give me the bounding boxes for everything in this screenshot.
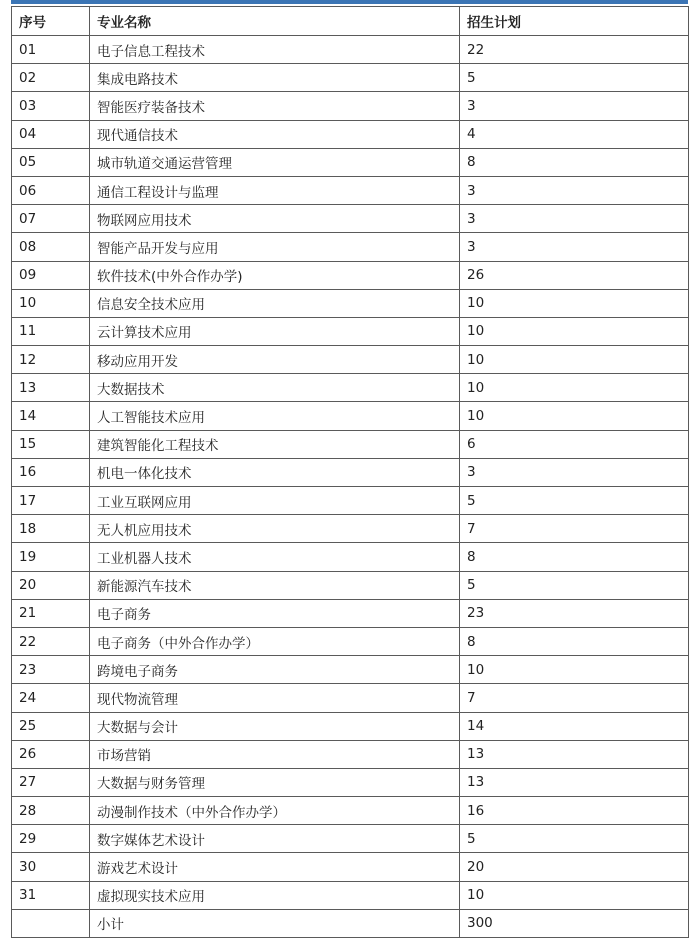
table-row	[12, 430, 689, 458]
table-row	[12, 825, 689, 853]
enrollment-count: 23	[460, 599, 689, 627]
enrollment-count: 3	[460, 92, 689, 120]
table-body	[12, 36, 689, 910]
enrollment-count: 20	[460, 853, 689, 881]
table-row	[12, 92, 689, 120]
enrollment-count: 5	[460, 825, 689, 853]
table-row	[12, 797, 689, 825]
major-name: 人工智能技术应用	[90, 402, 460, 430]
major-name: 游戏艺术设计	[90, 853, 460, 881]
subtotal-row	[12, 909, 689, 937]
enrollment-count: 5	[460, 487, 689, 515]
major-name: 智能产品开发与应用	[90, 233, 460, 261]
row-index: 11	[12, 317, 90, 345]
enrollment-count: 10	[460, 402, 689, 430]
major-name: 工业机器人技术	[90, 543, 460, 571]
row-index: 13	[12, 374, 90, 402]
row-index: 04	[12, 120, 90, 148]
row-index: 09	[12, 261, 90, 289]
header-major-name: 专业名称	[90, 7, 460, 36]
row-index: 26	[12, 740, 90, 768]
major-name: 大数据与财务管理	[90, 768, 460, 796]
enrollment-count: 10	[460, 881, 689, 909]
enrollment-count: 3	[460, 205, 689, 233]
row-index: 28	[12, 797, 90, 825]
row-index: 23	[12, 656, 90, 684]
table-row	[12, 571, 689, 599]
enrollment-count: 4	[460, 120, 689, 148]
enrollment-count: 3	[460, 176, 689, 204]
table-row	[12, 768, 689, 796]
enrollment-count: 7	[460, 684, 689, 712]
major-name: 动漫制作技术（中外合作办学）	[90, 797, 460, 825]
subtotal-value: 300	[460, 909, 689, 937]
enrollment-count: 5	[460, 571, 689, 599]
table-row	[12, 881, 689, 909]
enrollment-count: 16	[460, 797, 689, 825]
major-name: 工业互联网应用	[90, 487, 460, 515]
major-name: 电子商务	[90, 599, 460, 627]
table-row	[12, 599, 689, 627]
enrollment-count: 7	[460, 515, 689, 543]
subtotal-label: 小计	[90, 909, 460, 937]
major-name: 电子信息工程技术	[90, 36, 460, 64]
table-row	[12, 853, 689, 881]
major-name: 移动应用开发	[90, 346, 460, 374]
row-index: 10	[12, 289, 90, 317]
subtotal-index-cell	[12, 909, 90, 937]
major-name: 机电一体化技术	[90, 458, 460, 486]
row-index: 15	[12, 430, 90, 458]
table-row	[12, 458, 689, 486]
major-name: 城市轨道交通运营管理	[90, 148, 460, 176]
enrollment-count: 10	[460, 346, 689, 374]
row-index: 20	[12, 571, 90, 599]
major-name: 集成电路技术	[90, 64, 460, 92]
table-row	[12, 515, 689, 543]
major-name: 电子商务（中外合作办学）	[90, 627, 460, 655]
row-index: 02	[12, 64, 90, 92]
table-row	[12, 233, 689, 261]
enrollment-count: 22	[460, 36, 689, 64]
row-index: 07	[12, 205, 90, 233]
enrollment-count: 8	[460, 543, 689, 571]
table-row	[12, 402, 689, 430]
enrollment-plan-table	[11, 6, 689, 938]
major-name: 通信工程设计与监理	[90, 176, 460, 204]
table-row	[12, 712, 689, 740]
table-row	[12, 656, 689, 684]
row-index: 27	[12, 768, 90, 796]
major-name: 智能医疗装备技术	[90, 92, 460, 120]
enrollment-count: 8	[460, 148, 689, 176]
table-row	[12, 64, 689, 92]
major-name: 无人机应用技术	[90, 515, 460, 543]
major-name: 数字媒体艺术设计	[90, 825, 460, 853]
table-row	[12, 740, 689, 768]
row-index: 16	[12, 458, 90, 486]
table-row	[12, 543, 689, 571]
enrollment-count: 13	[460, 768, 689, 796]
major-name: 虚拟现实技术应用	[90, 881, 460, 909]
major-name: 现代通信技术	[90, 120, 460, 148]
table-row	[12, 317, 689, 345]
row-index: 18	[12, 515, 90, 543]
enrollment-count: 26	[460, 261, 689, 289]
enrollment-count: 10	[460, 317, 689, 345]
major-name: 云计算技术应用	[90, 317, 460, 345]
top-accent-bar	[11, 0, 688, 4]
row-index: 29	[12, 825, 90, 853]
row-index: 17	[12, 487, 90, 515]
major-name: 软件技术(中外合作办学)	[90, 261, 460, 289]
row-index: 21	[12, 599, 90, 627]
table-row	[12, 148, 689, 176]
table-row	[12, 346, 689, 374]
major-name: 跨境电子商务	[90, 656, 460, 684]
major-name: 信息安全技术应用	[90, 289, 460, 317]
enrollment-count: 6	[460, 430, 689, 458]
major-name: 大数据技术	[90, 374, 460, 402]
table-row	[12, 684, 689, 712]
row-index: 22	[12, 627, 90, 655]
major-name: 大数据与会计	[90, 712, 460, 740]
row-index: 24	[12, 684, 90, 712]
header-index: 序号	[12, 7, 90, 36]
row-index: 30	[12, 853, 90, 881]
table-row	[12, 374, 689, 402]
row-index: 31	[12, 881, 90, 909]
major-name: 现代物流管理	[90, 684, 460, 712]
table-row	[12, 289, 689, 317]
table-header-row	[12, 7, 689, 36]
header-enrollment-plan: 招生计划	[460, 7, 689, 36]
enrollment-count: 3	[460, 233, 689, 261]
table-row	[12, 205, 689, 233]
table-row	[12, 120, 689, 148]
table-row	[12, 261, 689, 289]
row-index: 01	[12, 36, 90, 64]
enrollment-count: 5	[460, 64, 689, 92]
row-index: 25	[12, 712, 90, 740]
row-index: 05	[12, 148, 90, 176]
row-index: 03	[12, 92, 90, 120]
table-row	[12, 176, 689, 204]
major-name: 新能源汽车技术	[90, 571, 460, 599]
enrollment-count: 10	[460, 289, 689, 317]
row-index: 06	[12, 176, 90, 204]
row-index: 14	[12, 402, 90, 430]
enrollment-count: 8	[460, 627, 689, 655]
table-row	[12, 36, 689, 64]
enrollment-count: 10	[460, 656, 689, 684]
row-index: 08	[12, 233, 90, 261]
major-name: 市场营销	[90, 740, 460, 768]
table-row	[12, 487, 689, 515]
enrollment-count: 13	[460, 740, 689, 768]
enrollment-count: 3	[460, 458, 689, 486]
enrollment-count: 14	[460, 712, 689, 740]
enrollment-count: 10	[460, 374, 689, 402]
major-name: 物联网应用技术	[90, 205, 460, 233]
major-name: 建筑智能化工程技术	[90, 430, 460, 458]
row-index: 12	[12, 346, 90, 374]
table-row	[12, 627, 689, 655]
row-index: 19	[12, 543, 90, 571]
